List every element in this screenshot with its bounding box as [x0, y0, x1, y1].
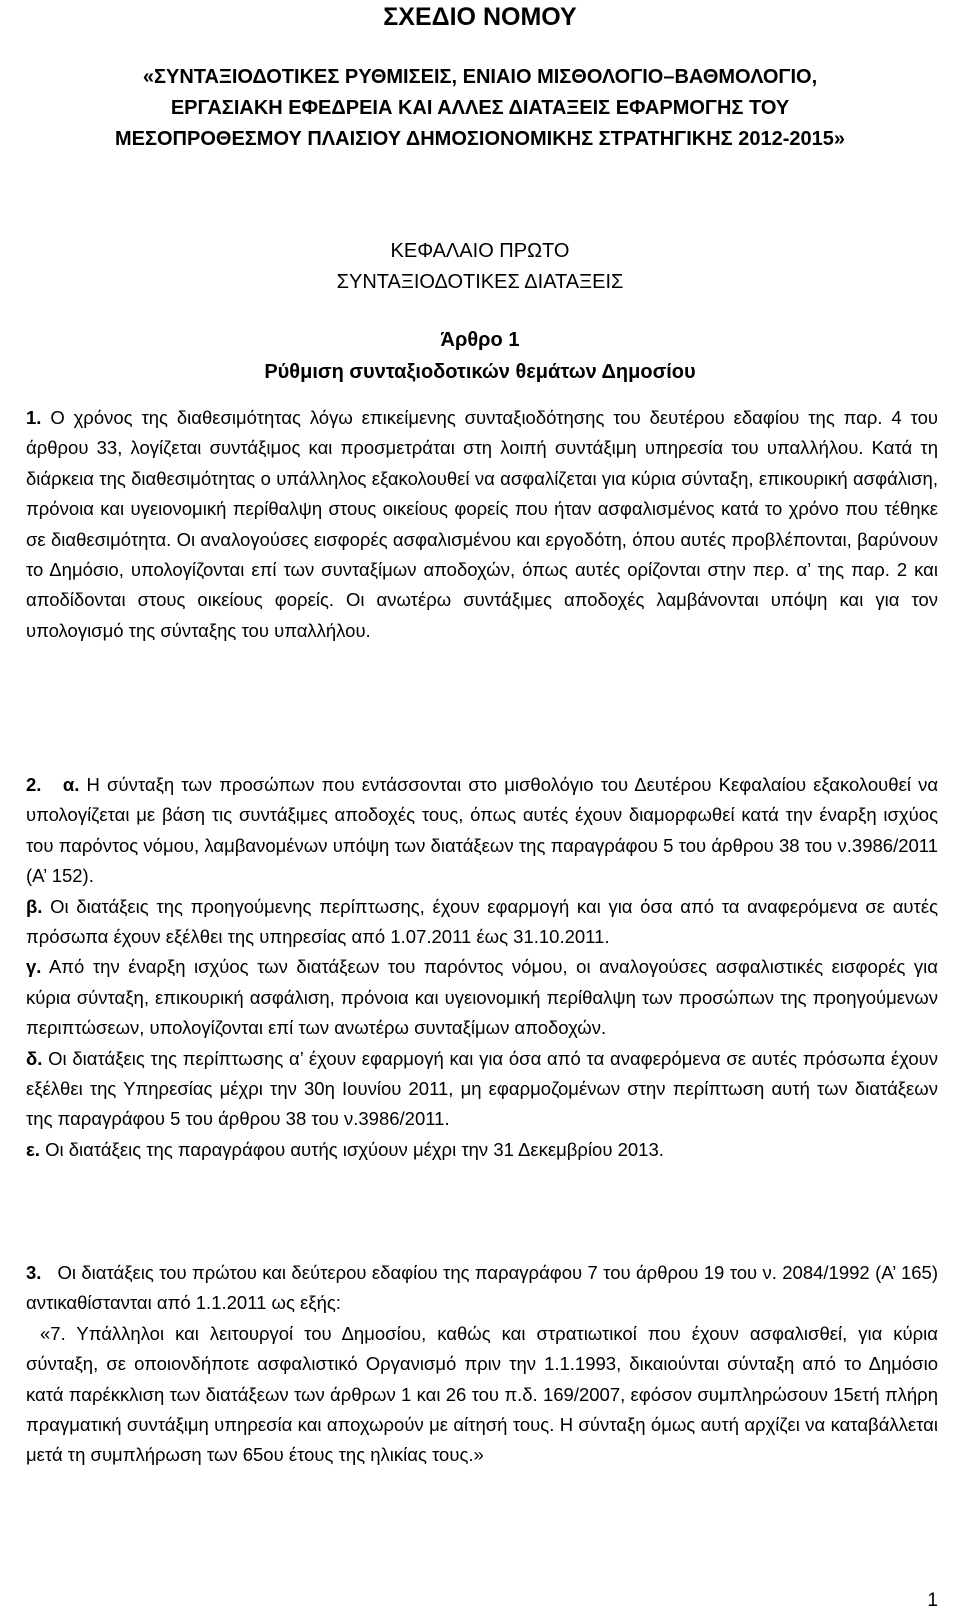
list-item [26, 770, 938, 892]
list-item [26, 892, 938, 953]
document-title: ΣΧΕΔΙΟ ΝΟΜΟΥ [383, 3, 577, 31]
item-label: α. [62, 774, 80, 795]
item-label: δ. [26, 1047, 43, 1069]
subtitle-line: «ΣΥΝΤΑΞΙΟΔΟΤΙΚΕΣ ΡΥΘΜΙΣΕΙΣ, ΕΝΙΑΙΟ ΜΙΣΘΟΛΟΓΙΟ–ΒΑΘΜΟΛΟΓΙΟ, [142, 66, 818, 88]
paragraph-number: 2. [26, 774, 42, 795]
chapter-title: ΣΥΝΤΑΞΙΟΔΟΤΙΚΕΣ ΔΙΑΤΑΞΕΙΣ [336, 271, 624, 293]
paragraph-number: 3. [26, 1262, 42, 1283]
paragraph-text: Οι διατάξεις του πρώτου και δεύτερου εδαφίου της παραγράφου 7 του άρθρου 19 του ν. 2084/1992 (Α’ 165) αντικαθίστανται από 1.1.2011 ως εξής: [26, 1262, 939, 1314]
chapter-heading [0, 236, 960, 298]
item-text: Η σύνταξη των προσώπων που εντάσσονται στο μισθολόγιο του Δευτέρου Κεφαλαίου εξακολουθεί να υπολογίζεται με βάση τις συντάξιμες αποδοχές τους, όπως αυτές έχουν διαμορφωθεί κατά την έναρξη ισχύος του παρόντος νόμου, λαμβανομένων υπόψη των διατάξεων της παραγράφου 5 του άρθρου 38 του ν.3986/2011 (Α’ 152). [26, 774, 939, 887]
paragraph-number: 1. [26, 407, 42, 428]
item-text: Οι διατάξεις της προηγούμενης περίπτωσης, έχουν εφαρμογή και για όσα από τα αναφερόμενα σε αυτές πρόσωπα έχουν εξέλθει της υπηρεσίας από 1.07.2011 έως 31.10.2011. [26, 895, 938, 948]
paragraph-intro [26, 1258, 938, 1319]
paragraph-2 [26, 770, 938, 1165]
item-text: Οι διατάξεις της παραγράφου αυτής ισχύουν μέχρι την 31 Δεκεμβρίου 2013. [45, 1138, 664, 1160]
law-subtitle [0, 62, 960, 155]
page-number: 1 [927, 1590, 938, 1611]
list-item [26, 1044, 938, 1135]
article-number: Άρθρο 1 [440, 329, 520, 351]
subtitle-line: ΕΡΓΑΣΙΑΚΗ ΕΦΕΔΡΕΙΑ ΚΑΙ ΑΛΛΕΣ ΔΙΑΤΑΞΕΙΣ ΕΦΑΡΜΟΓΗΣ ΤΟΥ [170, 97, 790, 119]
subtitle-line: ΜΕΣΟΠΡΟΘΕΣΜΟΥ ΠΛΑΙΣΙΟΥ ΔΗΜΟΣΙΟΝΟΜΙΚΗΣ ΣΤΡΑΤΗΓΙΚΗΣ 2012-2015» [115, 128, 845, 150]
chapter-number: ΚΕΦΑΛΑΙΟ ΠΡΩΤΟ [390, 240, 570, 262]
item-label: β. [26, 895, 43, 917]
list-item [26, 952, 938, 1043]
list-item [26, 1135, 938, 1165]
paragraph-3 [26, 1258, 938, 1471]
item-text: Οι διατάξεις της περίπτωσης α’ έχουν εφαρμογή και για όσα από τα αναφερόμενα σε αυτές πρόσωπα έχουν εξέλθει της Υπηρεσίας μέχρι την 30η Ιουνίου 2011, μη εφαρμοζομένων στην περίπτωση αυτή των διατάξεων της παραγράφου 5 του άρθρου 38 του ν.3986/2011. [26, 1047, 939, 1130]
paragraph-1 [26, 403, 938, 646]
item-label: γ. [26, 956, 42, 978]
quote-text: «7. Υπάλληλοι και λειτουργοί του Δημοσίου, καθώς και στρατιωτικοί που έχουν ασφαλισθεί, για κύρια σύνταξη, σε οποιονδήποτε ασφαλιστικό Οργανισμό πριν την 1.1.1993, δικαιούνται σύνταξη από το Δημόσιο κατά παρέκκλιση των διατάξεων των άρθρων 1 και 26 του π.δ. 169/2007, εφόσον συμπληρώσουν 15ετή πλήρη πραγματική συντάξιμη υπηρεσία και αποχωρούν με αίτησή τους. Η σύνταξη όμως αυτή αρχίζει να καταβάλλεται μετά τη συμπλήρωση των 65ου έτους της ηλικίας τους.» [26, 1322, 938, 1466]
item-label: ε. [26, 1138, 40, 1160]
article-title: Ρύθμιση συνταξιοδοτικών θεμάτων Δημοσίου [264, 361, 696, 383]
item-text: Από την έναρξη ισχύος των διατάξεων του παρόντος νόμου, οι αναλογούσες ασφαλιστικές εισφορές για κύρια σύνταξη, επικουρική ασφάλιση, πρόνοια και υγειονομική περίθαλψη των προσώπων της προηγούμενων περιπτώσεων, υπολογίζονται επί των ανωτέρω συνταξίμων αποδοχών. [26, 956, 938, 1039]
paragraph-text: Ο χρόνος της διαθεσιμότητας λόγω επικείμενης συνταξιοδότησης του δευτέρου εδαφίου της παρ. 4 του άρθρου 33, λογίζεται συντάξιμος και προσμετράται στη λοιπή συντάξιμη υπηρεσία του υπαλλήλου. Κατά τη διάρκεια της διαθεσιμότητας ο υπάλληλος εξακολουθεί να ασφαλίζεται για κύρια σύνταξη, επικουρική ασφάλιση, πρόνοια και υγειονομική περίθαλψη στους οικείους φορείς που ήταν ασφαλισμένος κατά το χρόνο που τέθηκε σε διαθεσιμότητα. Οι αναλογούσες εισφορές ασφαλισμένου και εργοδότη, όπου αυτές προβλέπονται, βαρύνουν το Δημόσιο, υπολογίζονται επί των συνταξίμων αποδοχών, όπως αυτές ορίζονται στην περ. α’ της παρ. 2 και αποδίδονται στους οικείους φορείς. Οι ανωτέρω συντάξιμες αποδοχές λαμβάνονται υπόψη και για τον υπολογισμό της σύνταξης του υπαλλήλου. [26, 407, 939, 641]
quoted-provision [26, 1319, 938, 1471]
article-heading [0, 324, 960, 388]
